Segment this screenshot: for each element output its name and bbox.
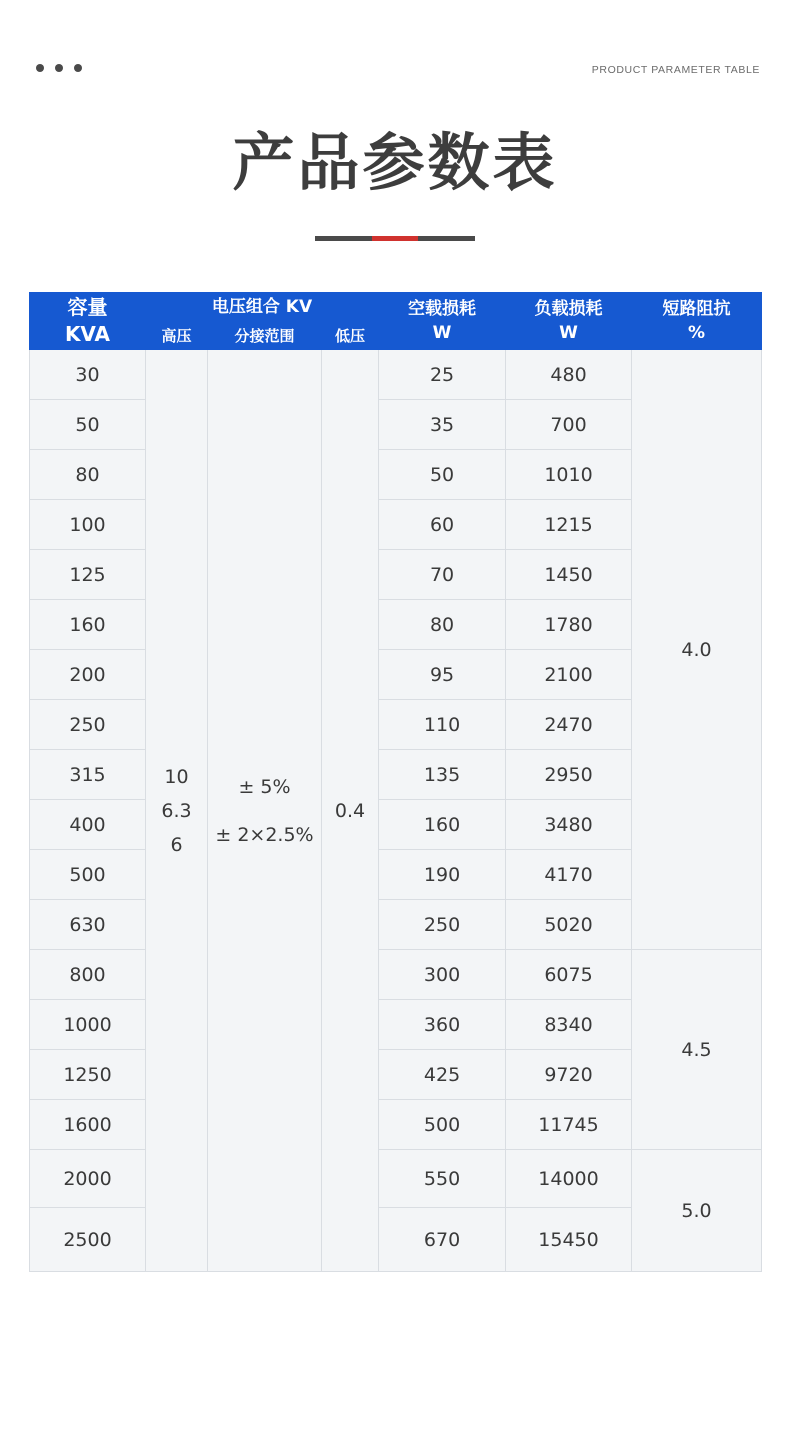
cell-no-load-loss: 550 xyxy=(379,1150,506,1208)
cell-no-load-loss: 425 xyxy=(379,1050,506,1100)
table-row xyxy=(30,1150,762,1208)
cell-no-load-loss: 135 xyxy=(379,750,506,800)
cell-no-load-loss: 190 xyxy=(379,850,506,900)
cell-load-loss: 15450 xyxy=(506,1208,632,1272)
cell-load-loss: 5020 xyxy=(506,900,632,950)
cell-no-load-loss: 250 xyxy=(379,900,506,950)
header-load-loss-line1: 负载损耗 xyxy=(534,299,603,319)
header-voltage-group: 电压组合 KV xyxy=(146,293,379,323)
cell-capacity: 2500 xyxy=(30,1208,146,1272)
cell-impedance: 4.5 xyxy=(632,950,762,1150)
cell-no-load-loss: 35 xyxy=(379,400,506,450)
cell-capacity: 125 xyxy=(30,550,146,600)
cell-load-loss: 1215 xyxy=(506,500,632,550)
cell-no-load-loss: 110 xyxy=(379,700,506,750)
cell-capacity: 200 xyxy=(30,650,146,700)
table-row xyxy=(30,350,762,400)
parameter-table xyxy=(29,292,762,1272)
cell-capacity: 630 xyxy=(30,900,146,950)
cell-no-load-loss: 500 xyxy=(379,1100,506,1150)
header-capacity xyxy=(30,293,146,350)
cell-load-loss: 9720 xyxy=(506,1050,632,1100)
cell-load-loss: 1450 xyxy=(506,550,632,600)
cell-no-load-loss: 50 xyxy=(379,450,506,500)
cell-capacity: 800 xyxy=(30,950,146,1000)
tap-range-value-2: ± 2×2.5% xyxy=(215,823,314,846)
header-no-load-loss xyxy=(379,293,506,350)
header-capacity-line1: 容量 xyxy=(67,295,108,319)
cell-load-loss: 1780 xyxy=(506,600,632,650)
high-voltage-value-2: 6.3 xyxy=(161,799,192,822)
table-header-row-1 xyxy=(30,293,762,323)
header-low-voltage: 低压 xyxy=(322,322,379,349)
cell-low-voltage: 0.4 xyxy=(322,350,379,1272)
cell-no-load-loss: 160 xyxy=(379,800,506,850)
cell-no-load-loss: 300 xyxy=(379,950,506,1000)
header-short-circuit-impedance xyxy=(632,293,762,350)
tap-range-value-1: ± 5% xyxy=(238,775,291,798)
cell-capacity: 1600 xyxy=(30,1100,146,1150)
high-voltage-value-3: 6 xyxy=(170,833,183,856)
cell-capacity: 80 xyxy=(30,450,146,500)
cell-load-loss: 6075 xyxy=(506,950,632,1000)
cell-impedance: 4.0 xyxy=(632,350,762,950)
title-divider xyxy=(315,236,475,241)
cell-load-loss: 700 xyxy=(506,400,632,450)
cell-load-loss: 2100 xyxy=(506,650,632,700)
cell-capacity: 400 xyxy=(30,800,146,850)
page-title: 产品参数表 xyxy=(232,126,558,199)
divider-left-segment xyxy=(315,236,372,241)
cell-high-voltage xyxy=(146,350,208,1272)
cell-capacity: 2000 xyxy=(30,1150,146,1208)
cell-capacity: 250 xyxy=(30,700,146,750)
cell-tap-range xyxy=(208,350,322,1272)
cell-no-load-loss: 80 xyxy=(379,600,506,650)
table-header xyxy=(30,293,762,350)
cell-capacity: 30 xyxy=(30,350,146,400)
header-no-load-loss-line2: W xyxy=(432,323,452,343)
page-header xyxy=(0,54,790,94)
cell-load-loss: 11745 xyxy=(506,1100,632,1150)
cell-load-loss: 1010 xyxy=(506,450,632,500)
table-body xyxy=(30,350,762,1272)
header-impedance-line1: 短路阻抗 xyxy=(662,299,731,319)
three-dots-icon xyxy=(36,64,82,72)
table-row xyxy=(30,950,762,1000)
cell-no-load-loss: 670 xyxy=(379,1208,506,1272)
high-voltage-value-1: 10 xyxy=(164,765,189,788)
cell-capacity: 500 xyxy=(30,850,146,900)
header-high-voltage: 高压 xyxy=(146,322,208,349)
cell-load-loss: 480 xyxy=(506,350,632,400)
cell-load-loss: 2470 xyxy=(506,700,632,750)
header-load-loss xyxy=(506,293,632,350)
header-load-loss-line2: W xyxy=(559,323,578,343)
divider-right-segment xyxy=(418,236,475,241)
cell-no-load-loss: 25 xyxy=(379,350,506,400)
header-tap-range: 分接范围 xyxy=(208,322,322,349)
cell-capacity: 50 xyxy=(30,400,146,450)
cell-impedance: 5.0 xyxy=(632,1150,762,1272)
cell-load-loss: 2950 xyxy=(506,750,632,800)
cell-no-load-loss: 70 xyxy=(379,550,506,600)
header-no-load-loss-line1: 空载损耗 xyxy=(408,299,477,319)
cell-capacity: 315 xyxy=(30,750,146,800)
cell-capacity: 100 xyxy=(30,500,146,550)
cell-load-loss: 4170 xyxy=(506,850,632,900)
cell-capacity: 1250 xyxy=(30,1050,146,1100)
header-capacity-line2: KVA xyxy=(64,322,111,346)
cell-load-loss: 3480 xyxy=(506,800,632,850)
cell-load-loss: 14000 xyxy=(506,1150,632,1208)
cell-capacity: 160 xyxy=(30,600,146,650)
divider-accent-segment xyxy=(372,236,418,241)
cell-no-load-loss: 60 xyxy=(379,500,506,550)
cell-capacity: 1000 xyxy=(30,1000,146,1050)
cell-no-load-loss: 95 xyxy=(379,650,506,700)
cell-load-loss: 8340 xyxy=(506,1000,632,1050)
parameter-table-container xyxy=(29,292,761,1272)
cell-no-load-loss: 360 xyxy=(379,1000,506,1050)
eyebrow-text: PRODUCT PARAMETER TABLE xyxy=(591,64,760,76)
header-impedance-line2: % xyxy=(688,323,706,343)
